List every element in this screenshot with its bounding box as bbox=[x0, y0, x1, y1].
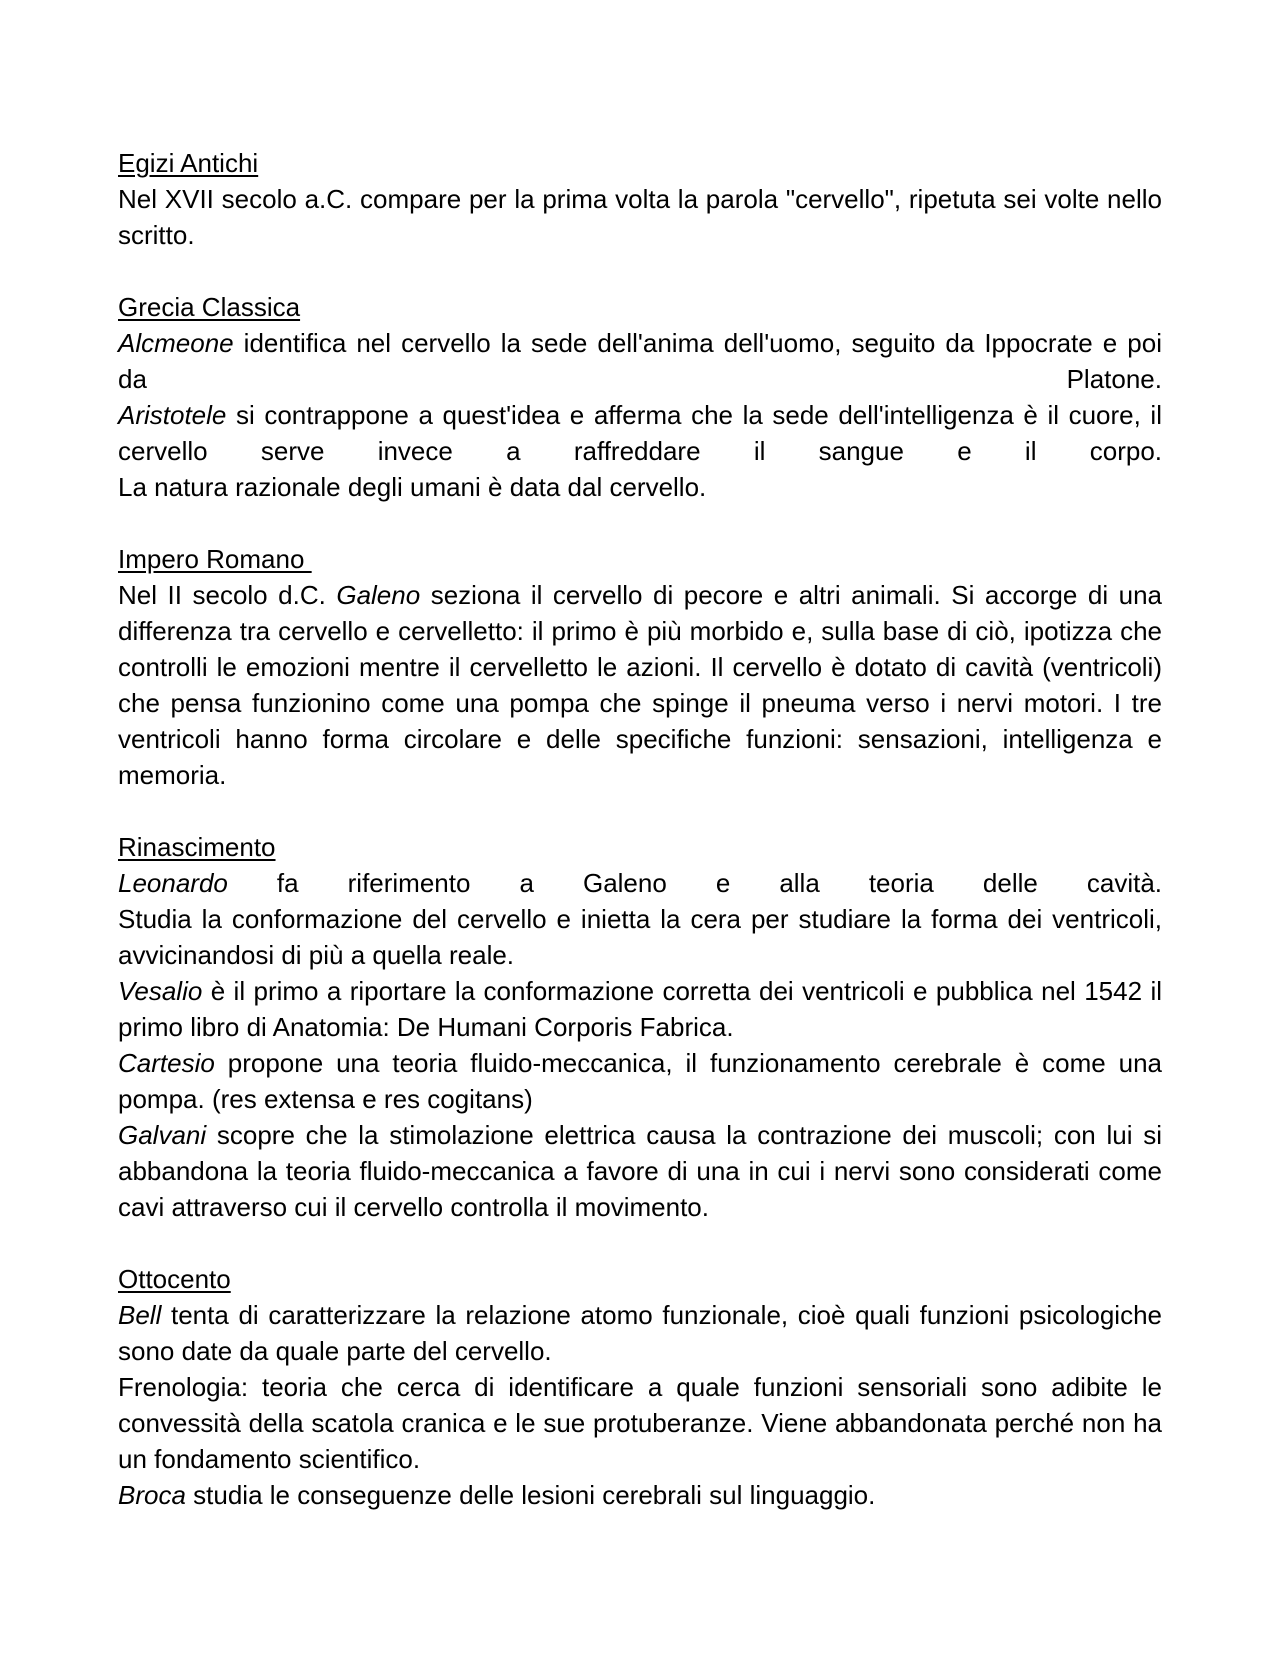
section-heading: Egizi Antichi bbox=[118, 148, 259, 178]
paragraph-text: propone una teoria fluido-meccanica, il funzionamento cerebrale è come una pompa. (res extensa e res cogitans) bbox=[118, 1048, 1162, 1114]
paragraph-text: seziona il cervello di pecore e altri animali. Si accorge di una differenza tra cervello e cervelletto: il primo è più morbido e, sulla base di ciò, ipotizza che controlli le emozioni mentre il cervelletto le azioni. Il cervello è dotato di cavità (ventricoli) che pensa funzionino come una pompa che spinge il pneuma verso i nervi motori. I tre ventricoli hanno forma circolare e delle specifiche funzioni: sensazioni, intelligenza e memoria. bbox=[118, 580, 1162, 790]
section-heading: Impero Romano bbox=[118, 544, 312, 574]
paragraph bbox=[118, 1369, 1162, 1477]
paragraph bbox=[118, 325, 1162, 397]
person-name: Vesalio bbox=[118, 976, 203, 1006]
person-name: Aristotele bbox=[118, 400, 227, 430]
paragraph bbox=[118, 901, 1162, 973]
paragraph bbox=[118, 1045, 1162, 1117]
paragraph-text: studia le conseguenze delle lesioni cerebrali sul linguaggio. bbox=[185, 1480, 876, 1510]
paragraph-text: si contrappone a quest'idea e afferma che la sede dell'intelligenza è il cuore, il cervello serve invece a raffreddare il sangue e il corpo. bbox=[118, 400, 1162, 466]
person-name: Alcmeone bbox=[118, 328, 234, 358]
person-name: Cartesio bbox=[118, 1048, 215, 1078]
section-ottocento bbox=[118, 1261, 1162, 1513]
section-heading: Rinascimento bbox=[118, 832, 276, 862]
person-name: Leonardo bbox=[118, 868, 228, 898]
section-egizi-antichi bbox=[118, 145, 1162, 253]
paragraph bbox=[118, 1117, 1162, 1225]
paragraph-text: La natura razionale degli umani è data dal cervello. bbox=[118, 472, 707, 502]
person-name: Bell bbox=[118, 1300, 162, 1330]
paragraph-text: Nel II secolo d.C. bbox=[118, 580, 337, 610]
paragraph-text: Studia la conformazione del cervello e inietta la cera per studiare la forma dei ventricoli, avvicinandosi di più a quella reale. bbox=[118, 904, 1162, 970]
section-heading: Ottocento bbox=[118, 1264, 231, 1294]
paragraph-text: identifica nel cervello la sede dell'anima dell'uomo, seguito da Ippocrate e poi da Platone. bbox=[118, 328, 1162, 394]
person-name: Galvani bbox=[118, 1120, 207, 1150]
paragraph-text: tenta di caratterizzare la relazione atomo funzionale, cioè quali funzioni psicologiche sono date da quale parte del cervello. bbox=[118, 1300, 1162, 1366]
paragraph bbox=[118, 469, 1162, 505]
person-name: Broca bbox=[118, 1480, 186, 1510]
section-grecia-classica bbox=[118, 289, 1162, 505]
paragraph bbox=[118, 973, 1162, 1045]
paragraph bbox=[118, 181, 1162, 253]
paragraph bbox=[118, 865, 1162, 901]
paragraph-text: scopre che la stimolazione elettrica causa la contrazione dei muscoli; con lui si abbandona la teoria fluido-meccanica a favore di una in cui i nervi sono considerati come cavi attraverso cui il cervello controlla il movimento. bbox=[118, 1120, 1162, 1222]
document-page bbox=[118, 145, 1162, 1549]
paragraph-text: è il primo a riportare la conformazione corretta dei ventricoli e pubblica nel 1542 il primo libro di Anatomia: De Humani Corporis Fabrica. bbox=[118, 976, 1162, 1042]
section-impero-romano bbox=[118, 541, 1162, 793]
section-rinascimento bbox=[118, 829, 1162, 1225]
section-heading: Grecia Classica bbox=[118, 292, 301, 322]
paragraph-text: fa riferimento a Galeno e alla teoria delle cavità. bbox=[227, 868, 1162, 898]
paragraph bbox=[118, 1477, 1162, 1513]
paragraph bbox=[118, 397, 1162, 469]
person-name: Galeno bbox=[336, 580, 421, 610]
paragraph bbox=[118, 577, 1162, 793]
paragraph-text: Nel XVII secolo a.C. compare per la prima volta la parola "cervello", ripetuta sei volte nello scritto. bbox=[118, 184, 1162, 250]
paragraph-text: Frenologia: teoria che cerca di identificare a quale funzioni sensoriali sono adibite le convessità della scatola cranica e le sue protuberanze. Viene abbandonata perché non ha un fondamento scientifico. bbox=[118, 1372, 1162, 1474]
paragraph bbox=[118, 1297, 1162, 1369]
